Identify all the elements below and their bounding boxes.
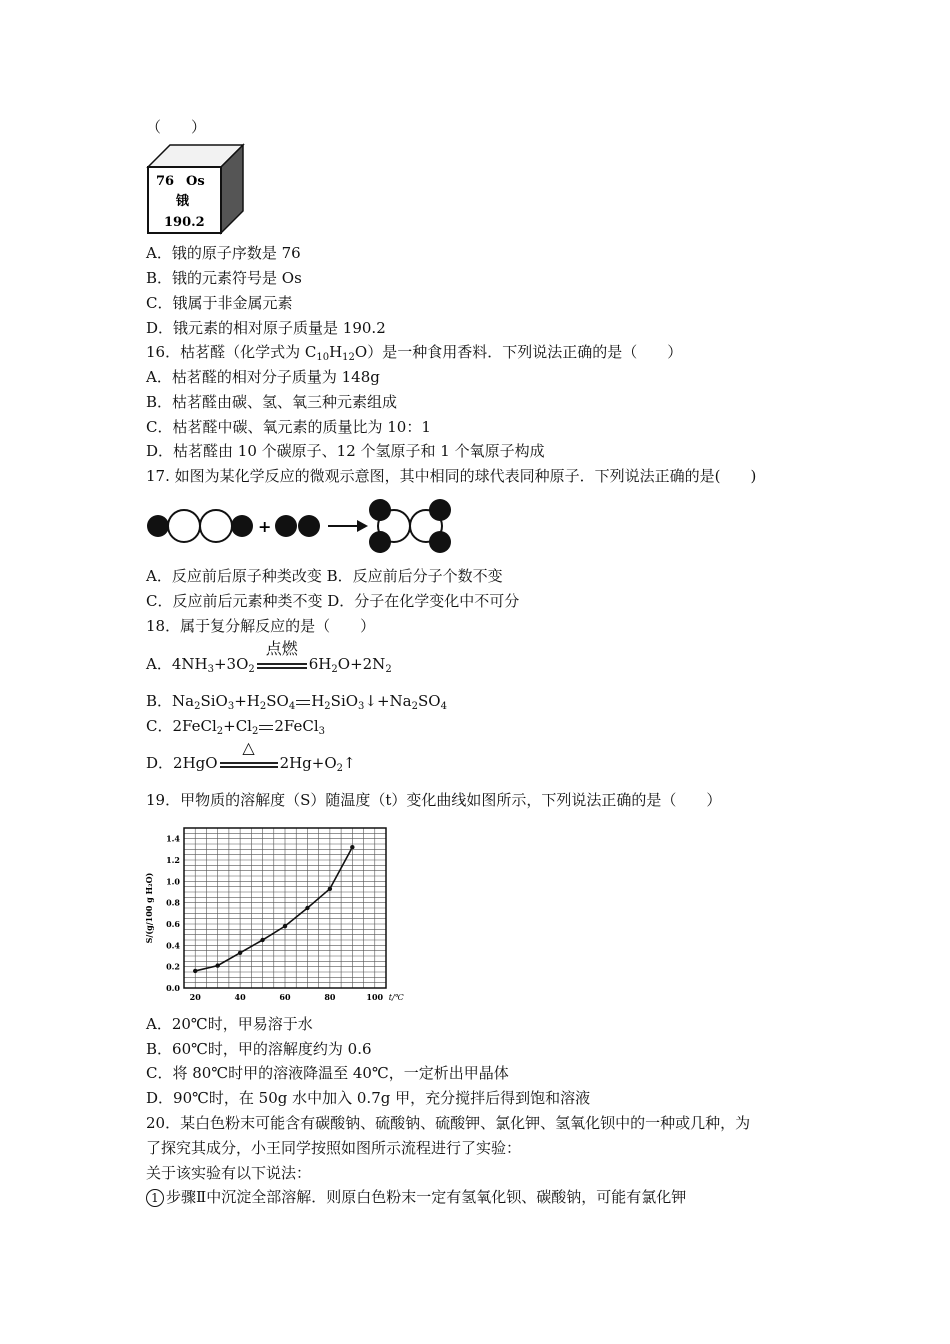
q15-option-a: A．锇的原子序数是 76: [146, 244, 301, 262]
q18-option-c: C．$2FeCl_2+Cl_2$ 2FeCl$_3$: [146, 717, 326, 737]
condition-equals: △: [220, 758, 278, 770]
y-tick-label: 0.6: [166, 919, 180, 929]
x-tick-label: 100: [366, 992, 384, 1002]
tile-name: 锇: [176, 194, 190, 209]
q17-options-row1: A．反应前后原子种类改变 B．反应前后分子个数不变: [146, 567, 503, 585]
q19-option-c: C．将 80℃时甲的溶液降温至 40℃，一定析出甲晶体: [146, 1064, 509, 1082]
y-tick-label: 0.4: [166, 940, 180, 951]
q15-option-d: D．锇元素的相对原子质量是 190.2: [146, 319, 386, 337]
q16-stem: 16．枯茗醛（化学式为 $C_{10}H_{12}O$）是一种食用香料．下列说法正确的是（ ）: [146, 343, 683, 363]
y-tick-label: 0.0: [166, 983, 180, 993]
x-tick-label: 20: [189, 992, 201, 1002]
y-axis-label: S/(g/100 g H₂O): [144, 872, 154, 944]
element-tile: [146, 143, 246, 235]
x-tick-label: 60: [279, 992, 291, 1002]
q19-stem: 19．甲物质的溶解度（S）随温度（t）变化曲线如图所示，下列说法正确的是（ ）: [146, 791, 722, 809]
data-point: [305, 906, 309, 910]
data-point: [350, 845, 354, 849]
y-tick-label: 1.0: [166, 876, 180, 887]
data-point: [215, 963, 219, 967]
q16-option-d: D．枯茗醛由 10 个碳原子、12 个氢原子和 1 个氧原子构成: [146, 442, 545, 460]
q17-options-row2: C．反应前后元素种类不变 D．分子在化学变化中不可分: [146, 592, 520, 610]
tile-symbol: Os: [186, 174, 205, 189]
data-point: [193, 969, 197, 973]
data-point: [328, 887, 332, 891]
data-point: [283, 924, 287, 928]
q20-line1: 20．某白色粉末可能含有碳酸钠、硫酸钠、硫酸钾、氯化钾、氢氧化钡中的一种或几种，为: [146, 1114, 751, 1132]
q15-option-b: B．锇的元素符号是 Os: [146, 269, 302, 287]
q15-paren: （ ）: [146, 118, 207, 136]
q20-item1: 1 步骤Ⅱ中沉淀全部溶解．则原白色粉末一定有氢氧化钡、碳酸钠，可能有氯化钾: [146, 1187, 686, 1207]
q18-option-b: B．$Na_2SiO_3+H_2SO_4$ $H_2SiO_3↓+Na_2SO_4$: [146, 692, 447, 712]
equals-sign: [296, 700, 310, 705]
y-tick-label: 1.4: [166, 833, 180, 844]
y-tick-label: 0.8: [166, 897, 180, 908]
x-tick-label: 40: [234, 992, 246, 1002]
x-axis-label: t/℃: [388, 993, 404, 1002]
tile-number: 76: [156, 174, 175, 189]
q18-option-a: A．$4NH_3+3O_2$ 点燃 $6H_2O+2N_2$: [146, 639, 392, 675]
q16-option-a: A．枯茗醛的相对分子质量为 148g: [146, 368, 380, 386]
equals-sign: [259, 725, 273, 730]
data-point: [260, 938, 264, 942]
q19-option-b: B．60℃时，甲的溶解度约为 0.6: [146, 1040, 372, 1058]
q15-option-c: C．锇属于非金属元素: [146, 294, 293, 312]
tile-mass: 190.2: [164, 215, 205, 230]
q16-option-c: C．枯茗醛中碳、氧元素的质量比为 10：1: [146, 418, 431, 436]
q18-stem: 18．属于复分解反应的是（ ）: [146, 617, 376, 635]
condition-equals: 点燃: [257, 659, 307, 671]
solubility-chart: [140, 822, 410, 1002]
q19-option-d: D．90℃时，在 50g 水中加入 0.7g 甲，充分搅拌后得到饱和溶液: [146, 1089, 591, 1107]
y-tick-label: 0.2: [166, 961, 180, 972]
reaction-diagram: [146, 496, 451, 556]
q20-line3: 关于该实验有以下说法：: [146, 1164, 312, 1182]
y-tick-label: 1.2: [166, 855, 180, 865]
plus-sign: +: [258, 517, 272, 536]
q18-option-d: D．2HgO △ $2Hg+O_2↑$: [146, 738, 356, 774]
data-point: [238, 951, 242, 955]
q19-option-a: A．20℃时，甲易溶于水: [146, 1015, 313, 1033]
q17-stem: 17. 如图为某化学反应的微观示意图，其中相同的球代表同种原子．下列说法正确的是( ): [146, 467, 757, 485]
q16-option-b: B．枯茗醛由碳、氢、氧三种元素组成: [146, 393, 398, 411]
q20-line2: 了探究其成分，小王同学按照如图所示流程进行了实验：: [146, 1139, 522, 1157]
x-tick-label: 80: [324, 992, 336, 1002]
circled-number: 1: [146, 1189, 164, 1207]
